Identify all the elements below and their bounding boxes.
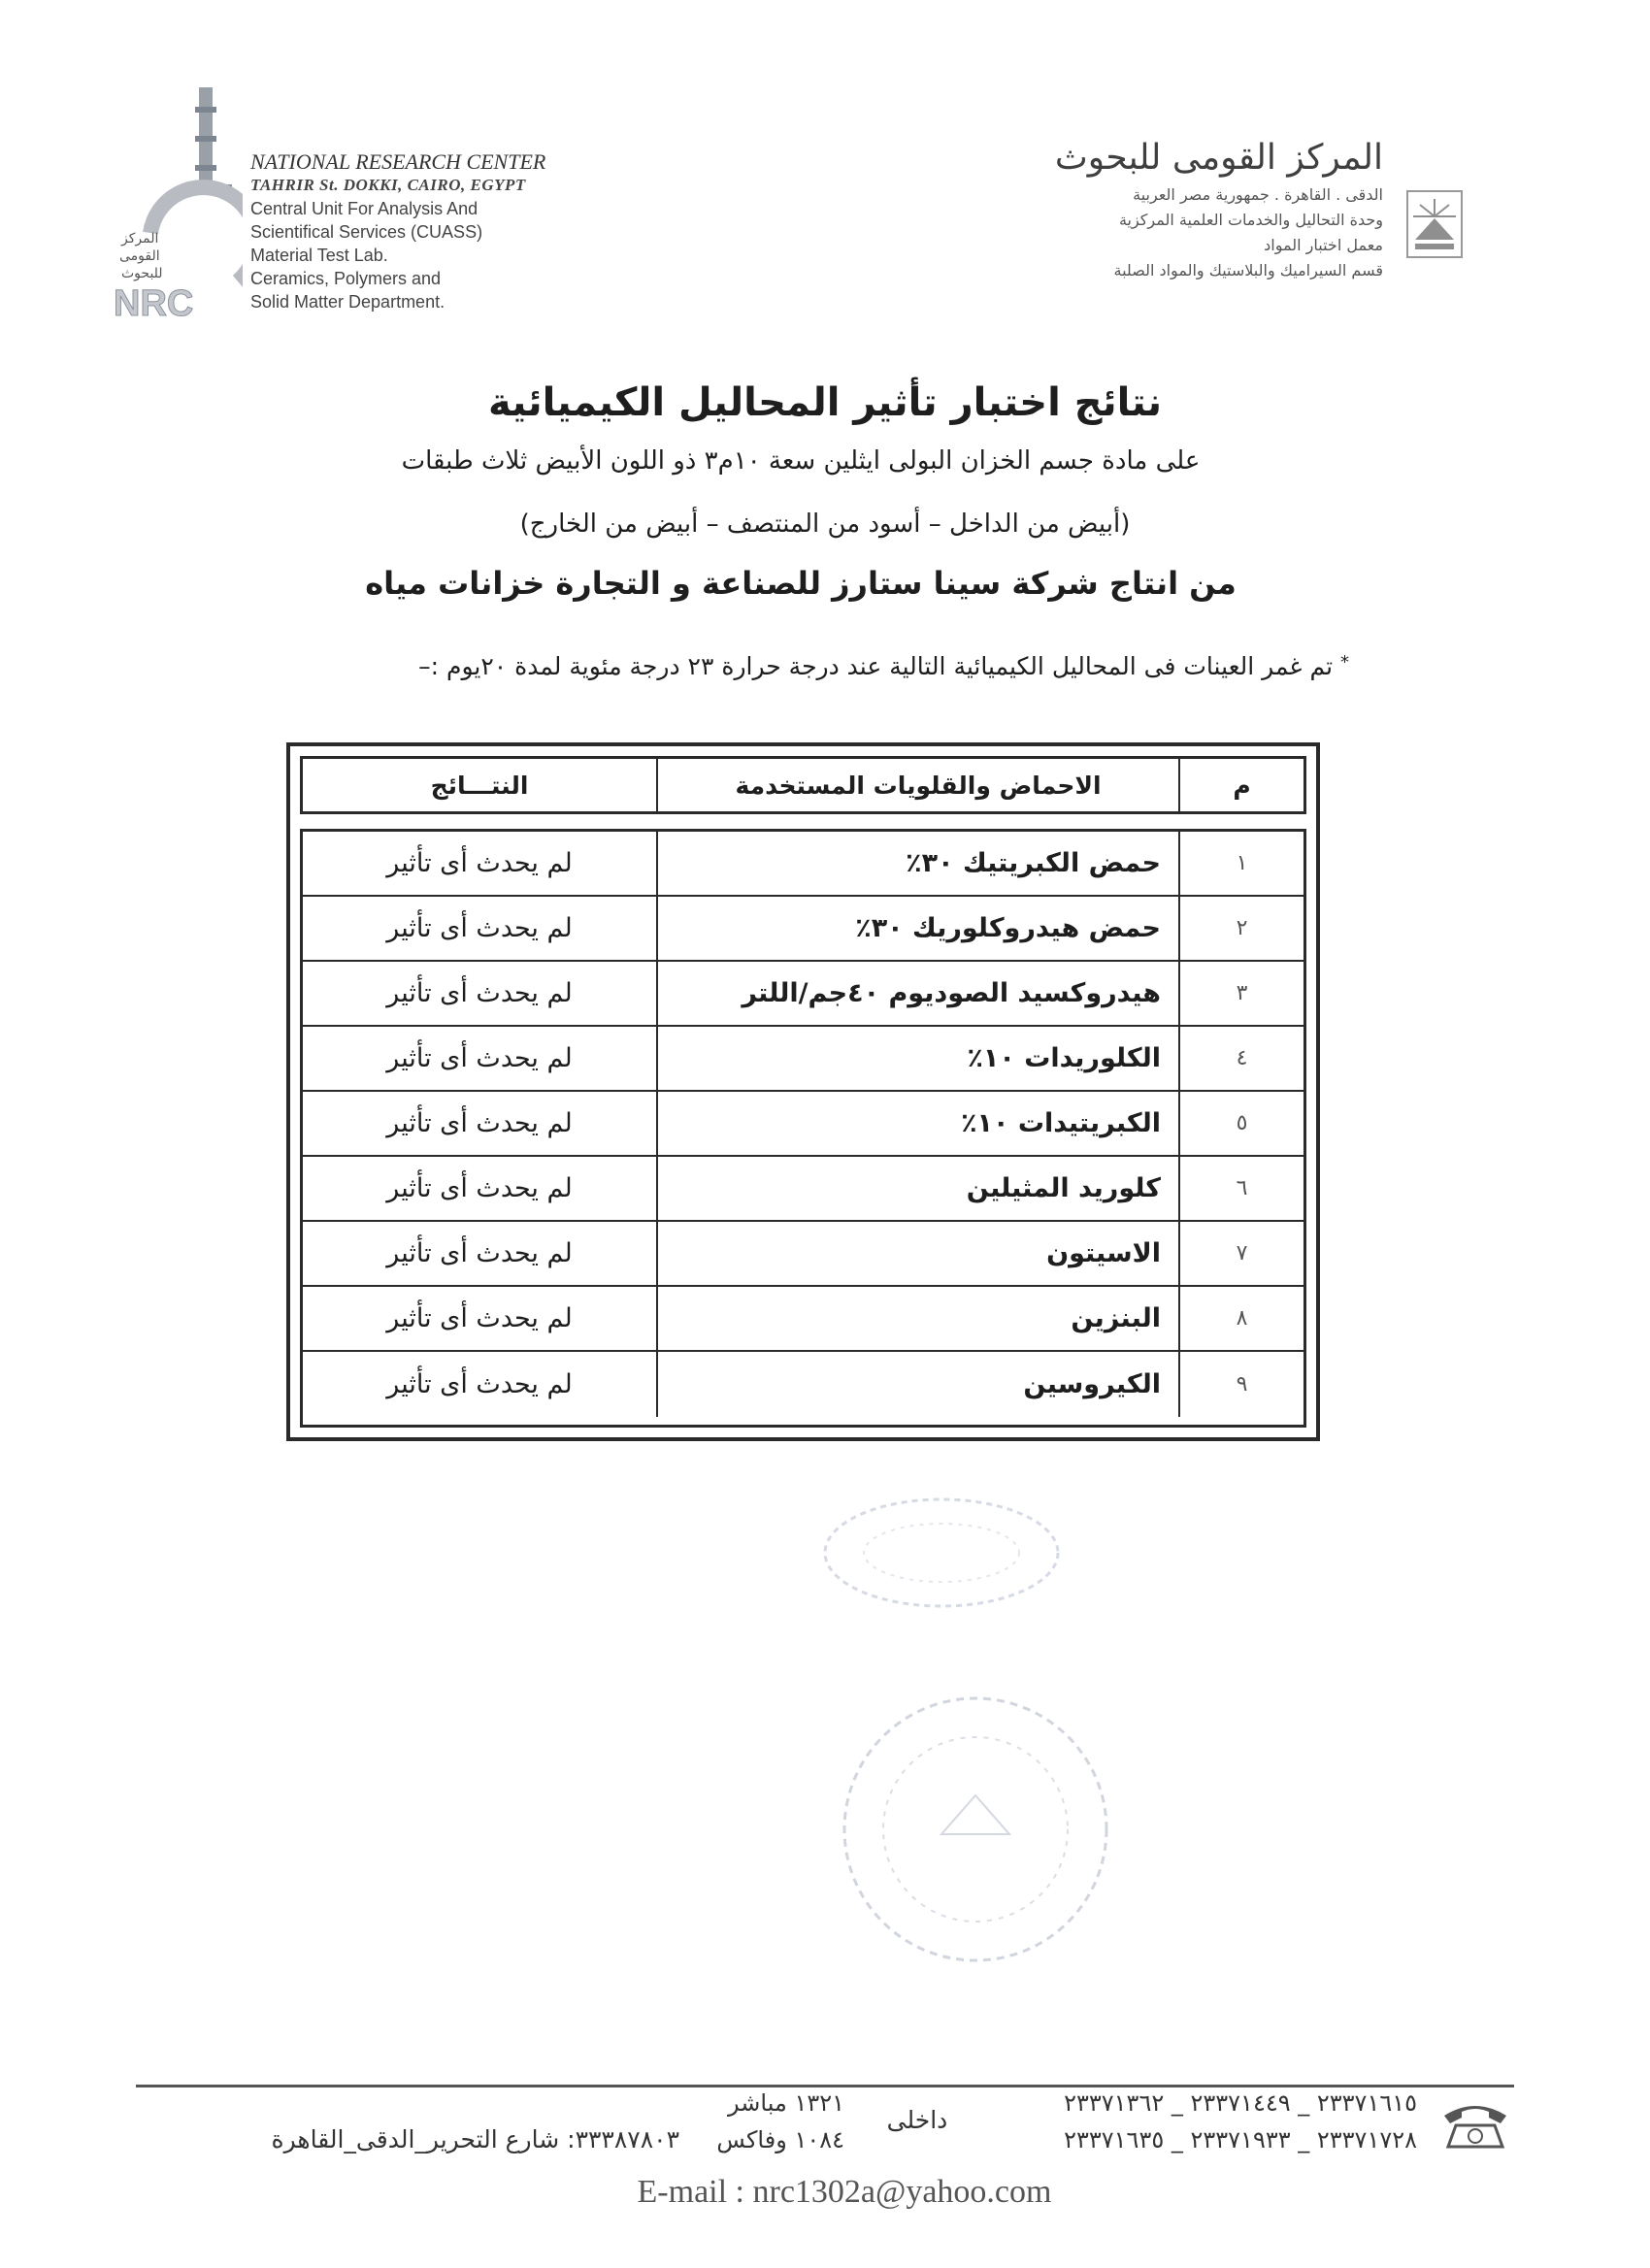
row-num: ٧: [1236, 1241, 1248, 1265]
header-chemicals: الاحماض والقلويات المستخدمة: [656, 759, 1180, 811]
report-company: من انتاج شركة سينا ستارز للصناعة و التجارة خزانات مياه: [365, 565, 1237, 602]
header-results: النتـــائج: [430, 771, 529, 800]
note-text: تم غمر العينات فى المحاليل الكيميائية التالية عند درجة حرارة ٢٣ درجة مئوية لمدة ٢٠يوم :–: [418, 652, 1334, 680]
fax-line: ١٠٨٤ وفاكس: [716, 2126, 844, 2153]
results-table: [286, 742, 1320, 1441]
row-result: لم يحدث أى تأثير: [386, 913, 573, 943]
dept-line2-en: Solid Matter Department.: [250, 292, 446, 312]
row-chemical: كلوريد المثيلين: [656, 1157, 1180, 1220]
table-body: [300, 829, 1306, 1428]
row-chemical: الكلوريدات ١٠٪: [656, 1027, 1180, 1090]
faint-stamp-top: [815, 1485, 1068, 1621]
row-chemical: هيدروكسيد الصوديوم ٤٠جم/اللتر: [656, 962, 1180, 1025]
row-num: ٨: [1236, 1306, 1248, 1331]
footer-direct-fax: [670, 2085, 844, 2158]
unit-line1-en: Central Unit For Analysis And: [250, 199, 478, 218]
row-result: لم يحدث أى تأثير: [386, 1043, 573, 1073]
row-result: لم يحدث أى تأثير: [386, 978, 573, 1008]
table-row: [303, 1352, 1304, 1417]
direct-line: ١٣٢١ مباشر: [728, 2089, 844, 2117]
table-row: [303, 1287, 1304, 1352]
footer-phone-numbers: [990, 2085, 1417, 2158]
row-result: لم يحدث أى تأثير: [386, 1108, 573, 1138]
org-address-en: TAHRIR St. DOKKI, CAIRO, EGYPT: [250, 176, 526, 194]
table-row: [303, 962, 1304, 1027]
row-result: لم يحدث أى تأثير: [386, 1369, 573, 1399]
lab-en: Material Test Lab.: [250, 246, 388, 265]
org-name-ar: المركز القومى للبحوث: [1054, 138, 1383, 178]
row-chemical: الاسيتون: [656, 1222, 1180, 1285]
table-row: [303, 832, 1304, 897]
org-address-ar: الدقى . القاهرة . جمهورية مصر العربية: [1133, 185, 1383, 204]
header-num: م: [1233, 771, 1251, 800]
official-seal: [835, 1689, 1116, 1970]
row-result: لم يحدث أى تأثير: [386, 1173, 573, 1203]
logo-ar-line3: للبحوث: [121, 266, 163, 281]
nrc-logo: [112, 87, 243, 320]
table-row: [303, 897, 1304, 962]
row-result: لم يحدث أى تأثير: [386, 1238, 573, 1268]
logo-ar-line2: القومى: [119, 248, 160, 264]
logo-ar-line1: المركز: [121, 231, 159, 247]
row-result: لم يحدث أى تأثير: [386, 1303, 573, 1333]
test-conditions-note: [243, 652, 1349, 680]
report-subtitle-layers: (أبيض من الداخل – أسود من المنتصف – أبيض من الخارج): [519, 509, 1131, 539]
footer-address: ٣٣٣٨٧٨٠٣: شارع التحرير_الدقى_القاهرة: [271, 2125, 679, 2153]
header-english: [250, 150, 639, 313]
footer-internal-label: داخلى: [886, 2106, 948, 2134]
org-name-en: NATIONAL RESEARCH CENTER: [250, 149, 546, 174]
header-arabic: [975, 134, 1383, 283]
row-num: ٦: [1236, 1176, 1248, 1200]
row-chemical: البنزين: [656, 1287, 1180, 1350]
lab-ar: معمل اختبار المواد: [1264, 236, 1383, 254]
row-num: ١: [1236, 851, 1248, 875]
row-chemical: حمض الكبريتيك ٣٠٪: [656, 832, 1180, 895]
row-num: ٢: [1236, 916, 1248, 940]
unit-line2-en: Scientifical Services (CUASS): [250, 222, 483, 242]
row-num: ٤: [1236, 1046, 1248, 1070]
telephone-icon: [1436, 2094, 1514, 2153]
report-subtitle-material: على مادة جسم الخزان البولى ايثلين سعة ١٠م٣ ذو اللون الأبيض ثلاث طبقات: [401, 446, 1201, 476]
table-header: [300, 756, 1306, 814]
dept-line1-en: Ceramics, Polymers and: [250, 269, 442, 288]
table-row: [303, 1027, 1304, 1092]
report-title: نتائج اختبار تأثير المحاليل الكيميائية: [488, 380, 1162, 425]
note-asterisk: *: [1340, 652, 1349, 673]
phones-line2: ٢٣٣٧١٧٢٨ _ ٢٣٣٧١٩٣٣ _ ٢٣٣٧١٦٣٥: [1064, 2126, 1417, 2153]
row-result: لم يحدث أى تأثير: [386, 848, 573, 878]
table-row: [303, 1157, 1304, 1222]
sun-emblem-icon: [1405, 189, 1464, 259]
phones-line1: ٢٣٣٧١٦١٥ _ ٢٣٣٧١٤٤٩ _ ٢٣٣٧١٣٦٢: [1064, 2089, 1417, 2117]
logo-en-text: NRC: [114, 283, 194, 320]
table-row: [303, 1092, 1304, 1157]
row-num: ٩: [1236, 1372, 1248, 1397]
row-chemical: حمض هيدروكلوريك ٣٠٪: [656, 897, 1180, 960]
row-chemical: الكبريتيدات ١٠٪: [656, 1092, 1180, 1155]
dept-ar: قسم السيراميك والبلاستيك والمواد الصلبة: [1113, 261, 1383, 279]
row-num: ٥: [1236, 1111, 1248, 1135]
table-row: [303, 1222, 1304, 1287]
footer-email: E-mail : nrc1302a@yahoo.com: [637, 2174, 1052, 2210]
row-num: ٣: [1236, 981, 1248, 1005]
row-chemical: الكيروسين: [656, 1352, 1180, 1417]
unit-ar: وحدة التحاليل والخدمات العلمية المركزية: [1118, 211, 1383, 229]
